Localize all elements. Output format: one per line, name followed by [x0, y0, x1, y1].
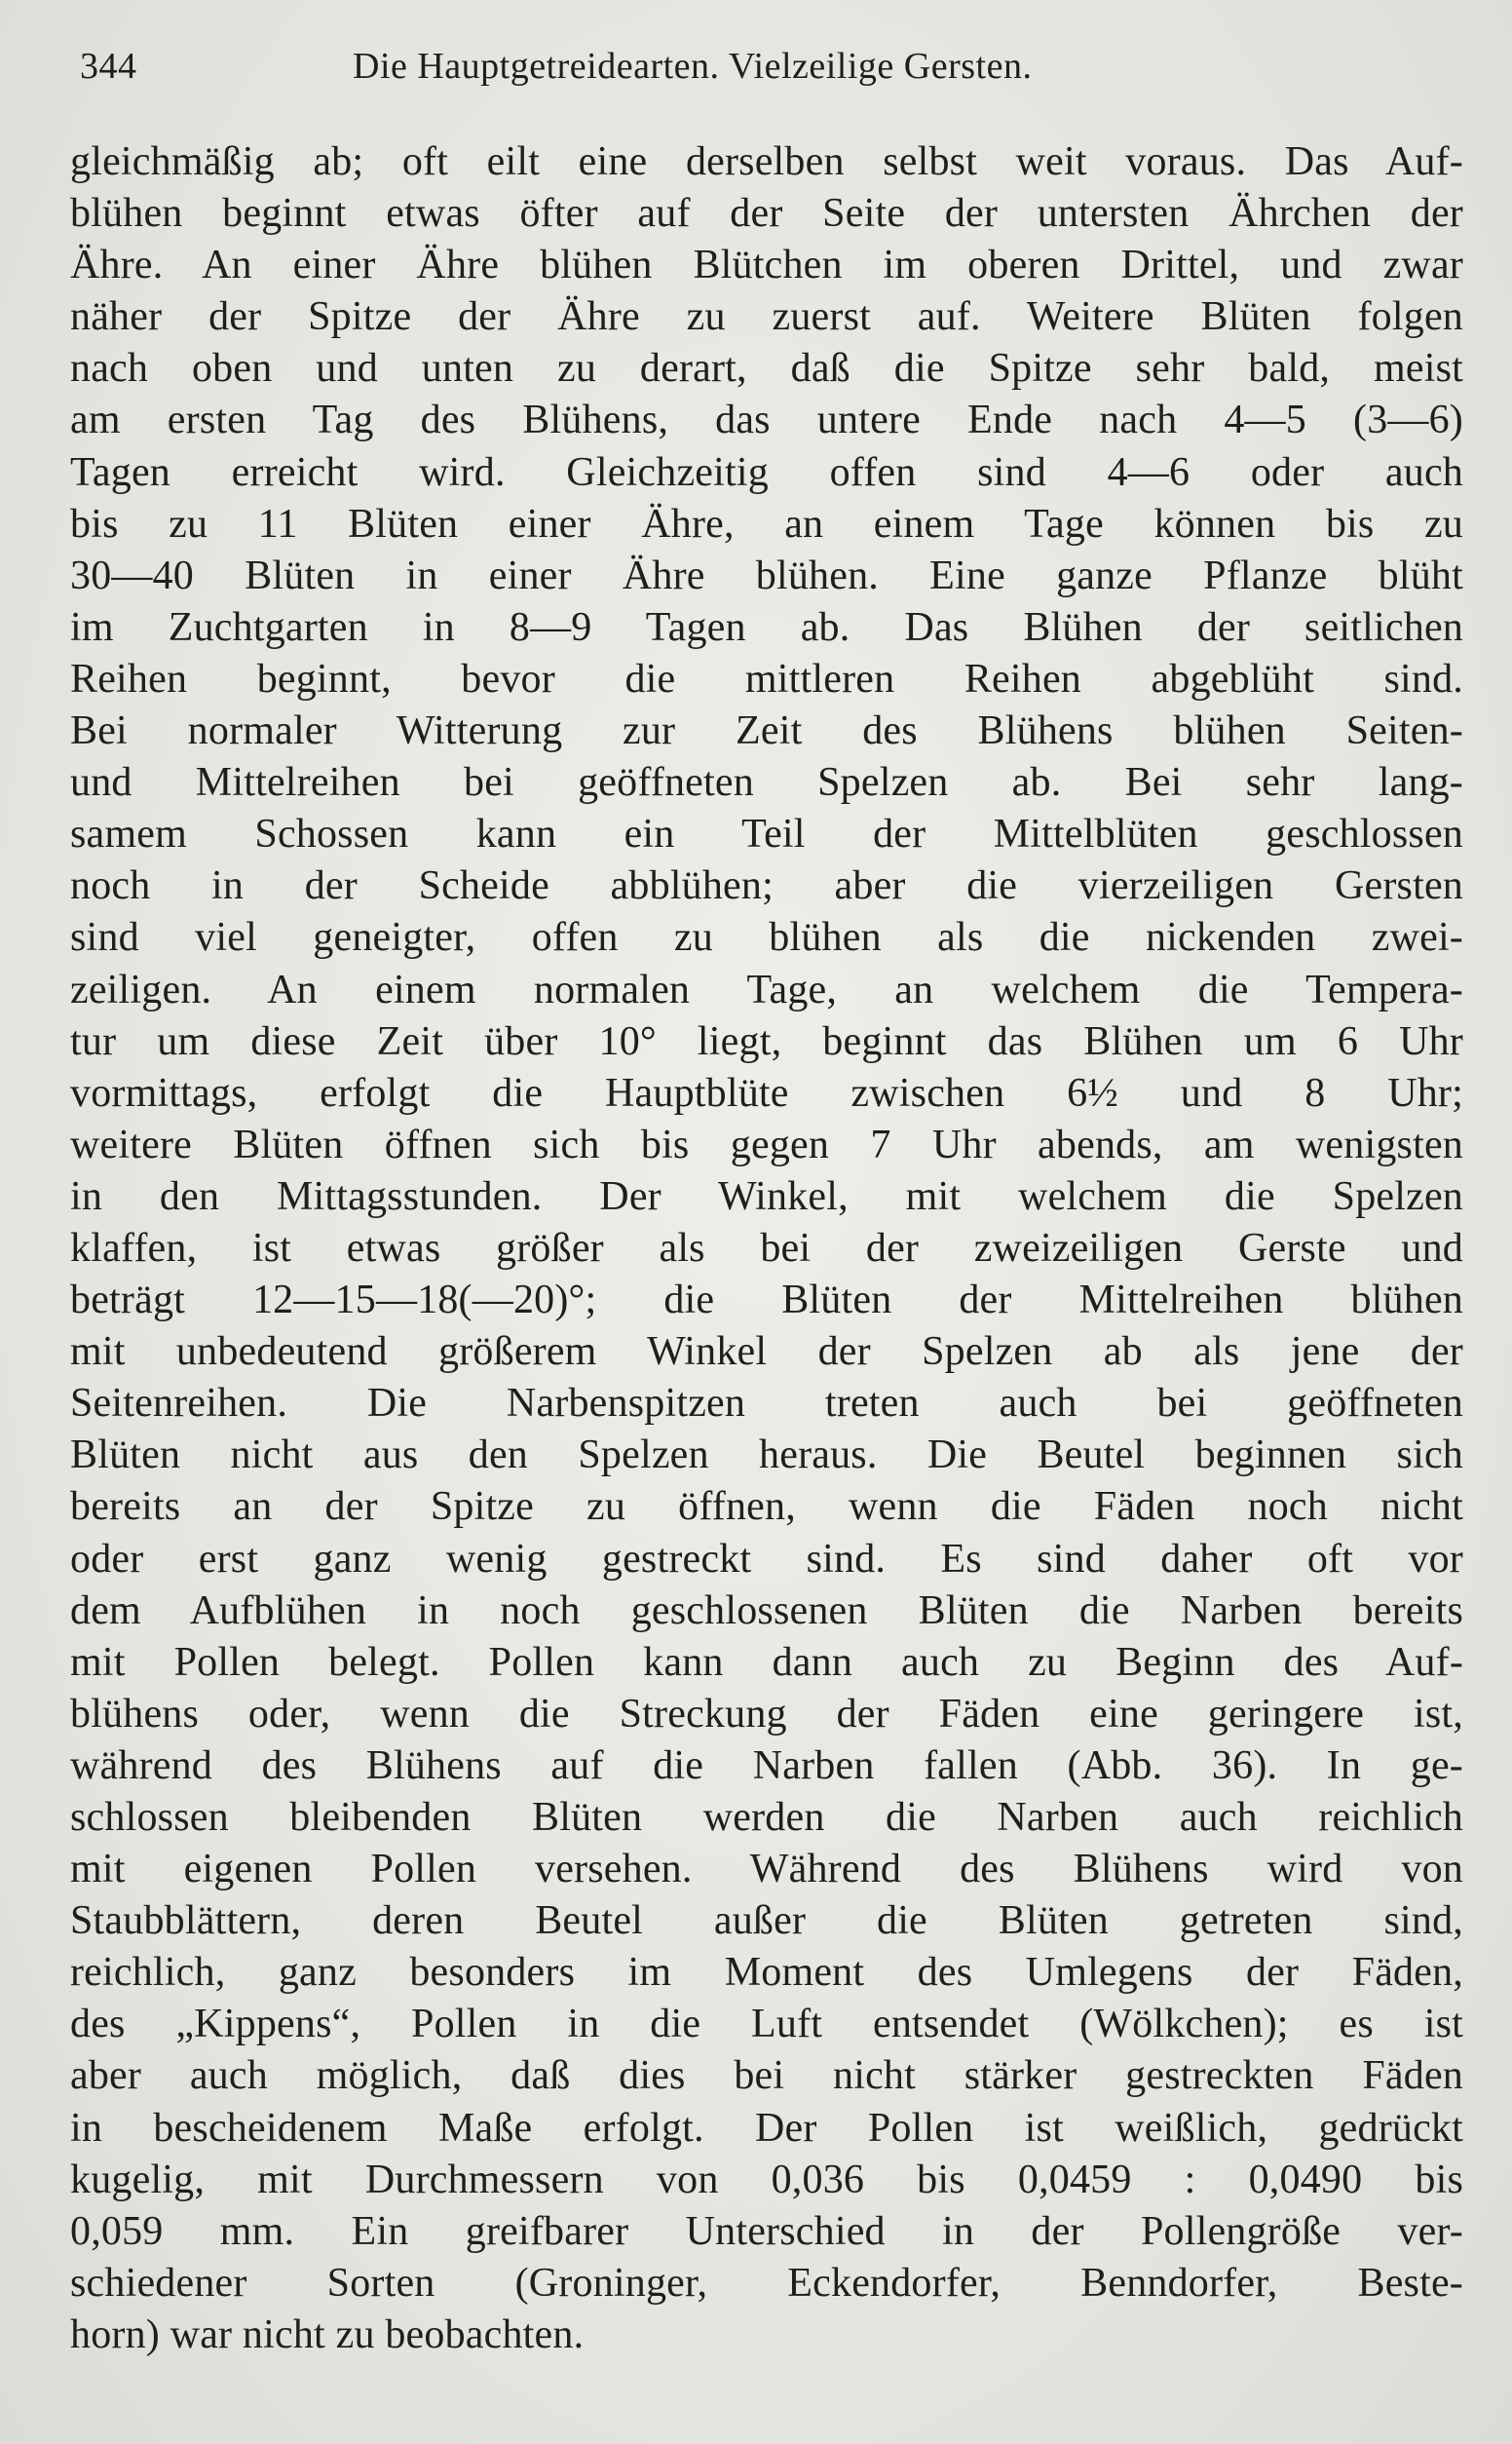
- text-line: sind viel geneigter, offen zu blühen als die nickenden zwei-: [70, 915, 1463, 961]
- text-line: während des Blühens auf die Narben fallen (Abb. 36). In ge-: [70, 1742, 1463, 1788]
- text-line: horn) war nicht zu beobachten.: [70, 2311, 585, 2357]
- running-head: [80, 37, 1463, 95]
- text-line: nach oben und unten zu derart, daß die Spitze sehr bald, meist: [70, 346, 1463, 392]
- text-line: näher der Spitze der Ähre zu zuerst auf. Weitere Blüten folgen: [70, 294, 1463, 340]
- text-line: kugelig, mit Durchmessern von 0,036 bis 0,0459 : 0,0490 bis: [70, 2157, 1463, 2202]
- text-line: zeiligen. An einem normalen Tage, an welchem die Tempera-: [70, 967, 1463, 1012]
- text-line: mit eigenen Pollen versehen. Während des Blühens wird von: [70, 1847, 1463, 1892]
- text-line: beträgt 12—15—18(—20)°; die Blüten der Mittelreihen blühen: [70, 1278, 1463, 1323]
- text-line: blühens oder, wenn die Streckung der Fäden eine geringere ist,: [70, 1691, 1463, 1737]
- text-line: Reihen beginnt, bevor die mittleren Reihen abgeblüht sind.: [70, 656, 1463, 702]
- text-line: oder erst ganz wenig gestreckt sind. Es sind daher oft vor: [70, 1536, 1463, 1582]
- text-line: Ähre. An einer Ähre blühen Blütchen im oberen Drittel, und zwar: [70, 243, 1463, 288]
- text-line: Blüten nicht aus den Spelzen heraus. Die Beutel beginnen sich: [70, 1432, 1463, 1478]
- text-line: des „Kippens“, Pollen in die Luft entsendet (Wölkchen); es ist: [70, 2002, 1463, 2047]
- text-line: mit Pollen belegt. Pollen kann dann auch zu Beginn des Auf-: [70, 1639, 1463, 1685]
- page-number: 344: [80, 46, 137, 87]
- text-line: am ersten Tag des Blühens, das untere Ende nach 4—5 (3—6): [70, 398, 1463, 443]
- text-line: Staubblättern, deren Beutel außer die Blüten getreten sind,: [70, 1898, 1463, 1944]
- body-text: [70, 136, 1463, 2361]
- text-line: Seitenreihen. Die Narbenspitzen treten auch bei geöffneten: [70, 1381, 1463, 1427]
- text-line: mit unbedeutend größerem Winkel der Spelzen ab als jene der: [70, 1329, 1463, 1375]
- text-line: schiedener Sorten (Groninger, Eckendorfer, Benndorfer, Beste-: [70, 2260, 1463, 2306]
- text-line: im Zuchtgarten in 8—9 Tagen ab. Das Blühen der seitlichen: [70, 604, 1463, 650]
- text-line: 0,059 mm. Ein greifbarer Unterschied in der Pollengröße ver-: [70, 2208, 1463, 2254]
- text-line: weitere Blüten öffnen sich bis gegen 7 Uhr abends, am wenigsten: [70, 1122, 1463, 1167]
- text-line: noch in der Scheide abblühen; aber die vierzeiligen Gersten: [70, 863, 1463, 909]
- text-line: samem Schossen kann ein Teil der Mittelblüten geschlossen: [70, 812, 1463, 858]
- text-line: Tagen erreicht wird. Gleichzeitig offen sind 4—6 oder auch: [70, 449, 1463, 495]
- text-line: bis zu 11 Blüten einer Ähre, an einem Tage können bis zu: [70, 501, 1463, 547]
- text-line: dem Aufblühen in noch geschlossenen Blüten die Narben bereits: [70, 1587, 1463, 1633]
- text-line: blühen beginnt etwas öfter auf der Seite der untersten Ährchen der: [70, 191, 1463, 237]
- text-line: in den Mittagsstunden. Der Winkel, mit welchem die Spelzen: [70, 1173, 1463, 1219]
- text-line: klaffen, ist etwas größer als bei der zweizeiligen Gerste und: [70, 1225, 1463, 1271]
- running-head-title: Die Hauptgetreidearten. Vielzeilige Gersten.: [353, 46, 1033, 87]
- text-line: reichlich, ganz besonders im Moment des Umlegens der Fäden,: [70, 1950, 1463, 1996]
- text-line: schlossen bleibenden Blüten werden die Narben auch reichlich: [70, 1795, 1463, 1840]
- text-line: gleichmäßig ab; oft eilt eine derselben selbst weit voraus. Das Auf-: [70, 139, 1463, 184]
- text-line: und Mittelreihen bei geöffneten Spelzen ab. Bei sehr lang-: [70, 760, 1463, 806]
- text-line: vormittags, erfolgt die Hauptblüte zwischen 6½ und 8 Uhr;: [70, 1070, 1463, 1116]
- text-line: in bescheidenem Maße erfolgt. Der Pollen ist weißlich, gedrückt: [70, 2105, 1463, 2151]
- text-line: bereits an der Spitze zu öffnen, wenn die Fäden noch nicht: [70, 1484, 1463, 1530]
- text-line: Bei normaler Witterung zur Zeit des Blühens blühen Seiten-: [70, 708, 1463, 754]
- text-line: tur um diese Zeit über 10° liegt, beginnt das Blühen um 6 Uhr: [70, 1018, 1463, 1064]
- text-line: aber auch möglich, daß dies bei nicht stärker gestreckten Fäden: [70, 2053, 1463, 2099]
- text-line: 30—40 Blüten in einer Ähre blühen. Eine ganze Pflanze blüht: [70, 553, 1463, 598]
